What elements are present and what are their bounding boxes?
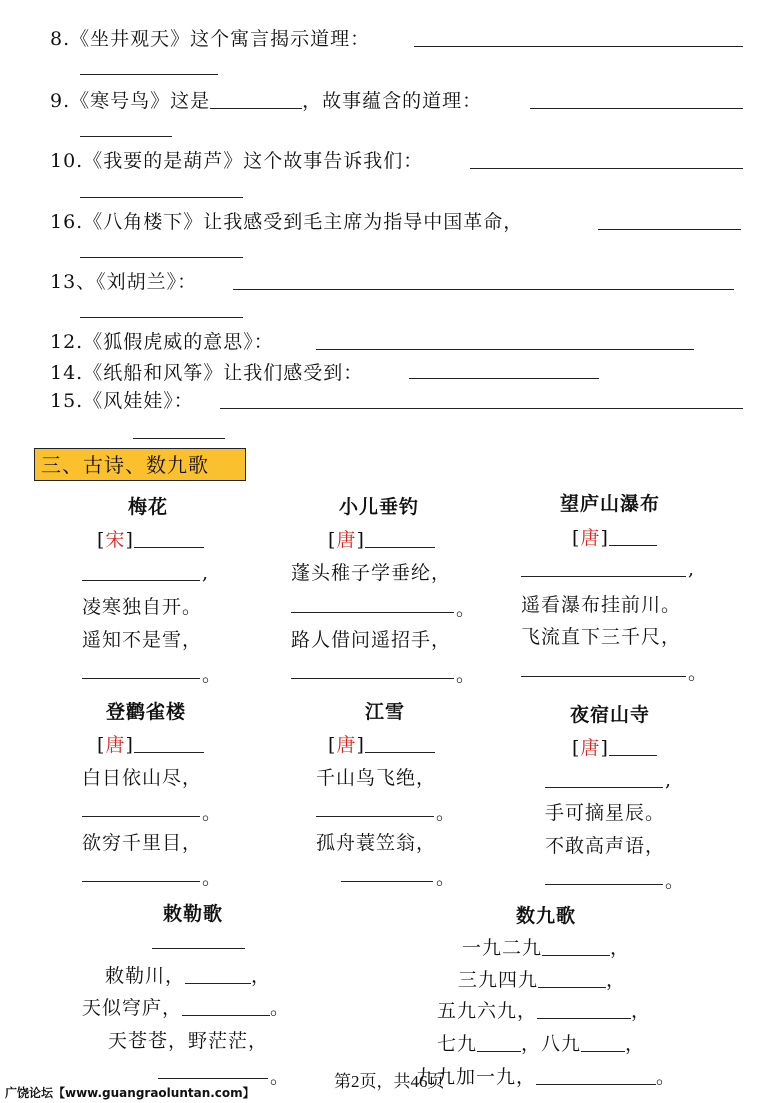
poem-line: 蓬头稚子学垂纶， — [291, 562, 452, 584]
poem-line: 敕勒川， ， — [105, 965, 272, 987]
author-blank[interactable] — [365, 529, 435, 548]
answer-blank[interactable] — [210, 90, 302, 109]
poem-title: 登鹳雀楼 — [106, 701, 187, 723]
punctuation: , — [688, 558, 696, 580]
poem-line-text: 五九六九， — [437, 1000, 538, 1022]
punctuation: 。 — [436, 802, 457, 824]
question-9-text-b: ，故事蕴含的道理： — [302, 90, 483, 112]
answer-blank[interactable] — [133, 438, 225, 439]
question-8: 8.《坐井观天》这个寓言揭示道理： — [50, 28, 371, 50]
poem-dynasty-line: [唐] — [572, 523, 657, 550]
poem-title: 敕勒歌 — [163, 903, 224, 925]
punctuation: 。 — [202, 867, 223, 889]
answer-blank[interactable] — [185, 965, 251, 984]
punctuation: 。 — [202, 664, 223, 686]
answer-blank[interactable] — [598, 229, 741, 230]
punctuation: , — [202, 562, 210, 584]
answer-blank[interactable] — [80, 317, 243, 318]
punctuation: , — [665, 769, 673, 791]
punctuation: 。 — [688, 662, 709, 684]
answer-blank[interactable] — [233, 289, 734, 290]
poem-title: 数九歌 — [516, 905, 577, 927]
poem-line: 天似穹庐， 。 — [82, 997, 291, 1019]
answer-blank[interactable] — [530, 108, 743, 109]
author-blank[interactable] — [134, 529, 204, 548]
punctuation: 。 — [202, 802, 223, 824]
answer-blank[interactable] — [80, 74, 218, 75]
answer-blank[interactable] — [545, 787, 663, 788]
poem-line: 手可摘星辰。 — [545, 802, 666, 824]
poem-dynasty-line: [唐] — [97, 730, 204, 757]
poem-line-text: 一九二九 — [462, 937, 543, 959]
question-14: 14.《纸船和风筝》让我们感受到： — [50, 362, 364, 384]
answer-blank[interactable] — [80, 197, 243, 198]
answer-blank[interactable] — [220, 408, 743, 409]
answer-blank[interactable] — [341, 881, 433, 882]
punctuation: 。 — [456, 664, 477, 686]
poem-line-text: 天似穹庐， — [82, 997, 183, 1019]
answer-blank[interactable] — [158, 1078, 268, 1079]
answer-blank[interactable] — [291, 678, 454, 679]
answer-blank[interactable] — [414, 46, 743, 47]
answer-blank[interactable] — [477, 1033, 521, 1052]
answer-blank[interactable] — [409, 378, 599, 379]
author-blank[interactable] — [134, 734, 204, 753]
dynasty: 宋 — [105, 529, 126, 551]
question-16: 16.《八角楼下》让我感受到毛主席为指导中国革命， — [50, 211, 524, 233]
poem-line: 天苍苍，野茫茫， — [108, 1030, 269, 1052]
question-9-text-a: 9.《寒号鸟》这是 — [50, 90, 211, 112]
question-10: 10.《我要的是葫芦》这个故事告诉我们： — [50, 150, 424, 172]
answer-blank[interactable] — [82, 881, 200, 882]
poem-line: 九九加一九， 。 — [416, 1066, 677, 1088]
page-number: 第2页，共46页 — [334, 1072, 445, 1091]
poem-line: 白日依山尽， — [82, 767, 203, 789]
poem-line: 孤舟蓑笠翁， — [316, 832, 437, 854]
question-13: 13、《刘胡兰》： — [50, 271, 198, 293]
poem-title: 梅花 — [128, 496, 169, 518]
poem-title: 夜宿山寺 — [570, 704, 651, 726]
question-15: 15.《风娃娃》： — [50, 390, 194, 412]
author-blank[interactable] — [609, 527, 657, 546]
question-9 — [50, 86, 482, 113]
poem-dynasty-line: [唐] — [328, 525, 435, 552]
dynasty: 唐 — [580, 737, 601, 759]
author-blank[interactable] — [365, 734, 435, 753]
dynasty: 唐 — [580, 527, 601, 549]
answer-blank[interactable] — [182, 997, 270, 1016]
poem-line: 欲穷千里目， — [82, 832, 203, 854]
poem-line: 千山鸟飞绝， — [316, 767, 437, 789]
poem-title: 望庐山瀑布 — [560, 493, 661, 515]
answer-blank[interactable] — [80, 257, 243, 258]
poem-line-text: 九九加一九， — [416, 1066, 537, 1088]
punctuation: 。 — [436, 867, 457, 889]
answer-blank[interactable] — [521, 676, 686, 677]
dynasty: 唐 — [336, 529, 357, 551]
answer-blank[interactable] — [542, 937, 610, 956]
dynasty: 唐 — [105, 734, 126, 756]
author-blank[interactable] — [609, 737, 657, 756]
punctuation: 。 — [270, 1066, 291, 1088]
poem-line: 七九 ，八九 ， — [437, 1033, 646, 1055]
author-blank[interactable] — [152, 948, 245, 949]
dynasty: 唐 — [336, 734, 357, 756]
poem-line-text: 七九 — [437, 1033, 478, 1055]
answer-blank[interactable] — [291, 612, 454, 613]
answer-blank[interactable] — [316, 816, 434, 817]
punctuation: 。 — [665, 870, 686, 892]
answer-blank[interactable] — [538, 969, 606, 988]
poem-line: 一九二九 ， — [462, 937, 631, 959]
answer-blank[interactable] — [545, 884, 663, 885]
answer-blank[interactable] — [82, 816, 200, 817]
poem-line: 飞流直下三千尺， — [521, 626, 682, 648]
footer-site: 广饶论坛【www.guangraoluntan.com】 — [5, 1086, 255, 1100]
poem-title: 江雪 — [365, 701, 406, 723]
answer-blank[interactable] — [82, 678, 200, 679]
section-header: 三、古诗、数九歌 — [34, 448, 246, 481]
poem-line: 遥看瀑布挂前川。 — [521, 594, 682, 616]
answer-blank[interactable] — [521, 576, 686, 577]
question-12: 12.《狐假虎威的意思》： — [50, 331, 274, 353]
poem-line: 五九六九， ， — [437, 1000, 652, 1022]
poem-line-text: 敕勒川， — [105, 965, 186, 987]
answer-blank[interactable] — [316, 349, 694, 350]
punctuation: 。 — [456, 598, 477, 620]
poem-line: 三九四九 ， — [458, 969, 627, 991]
poem-title: 小儿垂钓 — [339, 496, 420, 518]
answer-blank[interactable] — [581, 1033, 625, 1052]
poem-dynasty-line: [唐] — [328, 730, 435, 757]
answer-blank[interactable] — [537, 1000, 631, 1019]
poem-line: 不敢高声语， — [545, 835, 666, 857]
poem-line-text: 三九四九 — [458, 969, 539, 991]
poem-line: 路人借问遥招手， — [291, 629, 452, 651]
poem-line: 凌寒独自开。 — [82, 596, 203, 618]
answer-blank[interactable] — [80, 136, 172, 137]
answer-blank[interactable] — [536, 1066, 656, 1085]
poem-dynasty-line: [宋] — [97, 525, 204, 552]
answer-blank[interactable] — [82, 580, 200, 581]
answer-blank[interactable] — [470, 168, 743, 169]
poem-dynasty-line: [唐] — [572, 733, 657, 760]
poem-line-text: ，八九 — [521, 1033, 582, 1055]
poem-line: 遥知不是雪， — [82, 629, 203, 651]
